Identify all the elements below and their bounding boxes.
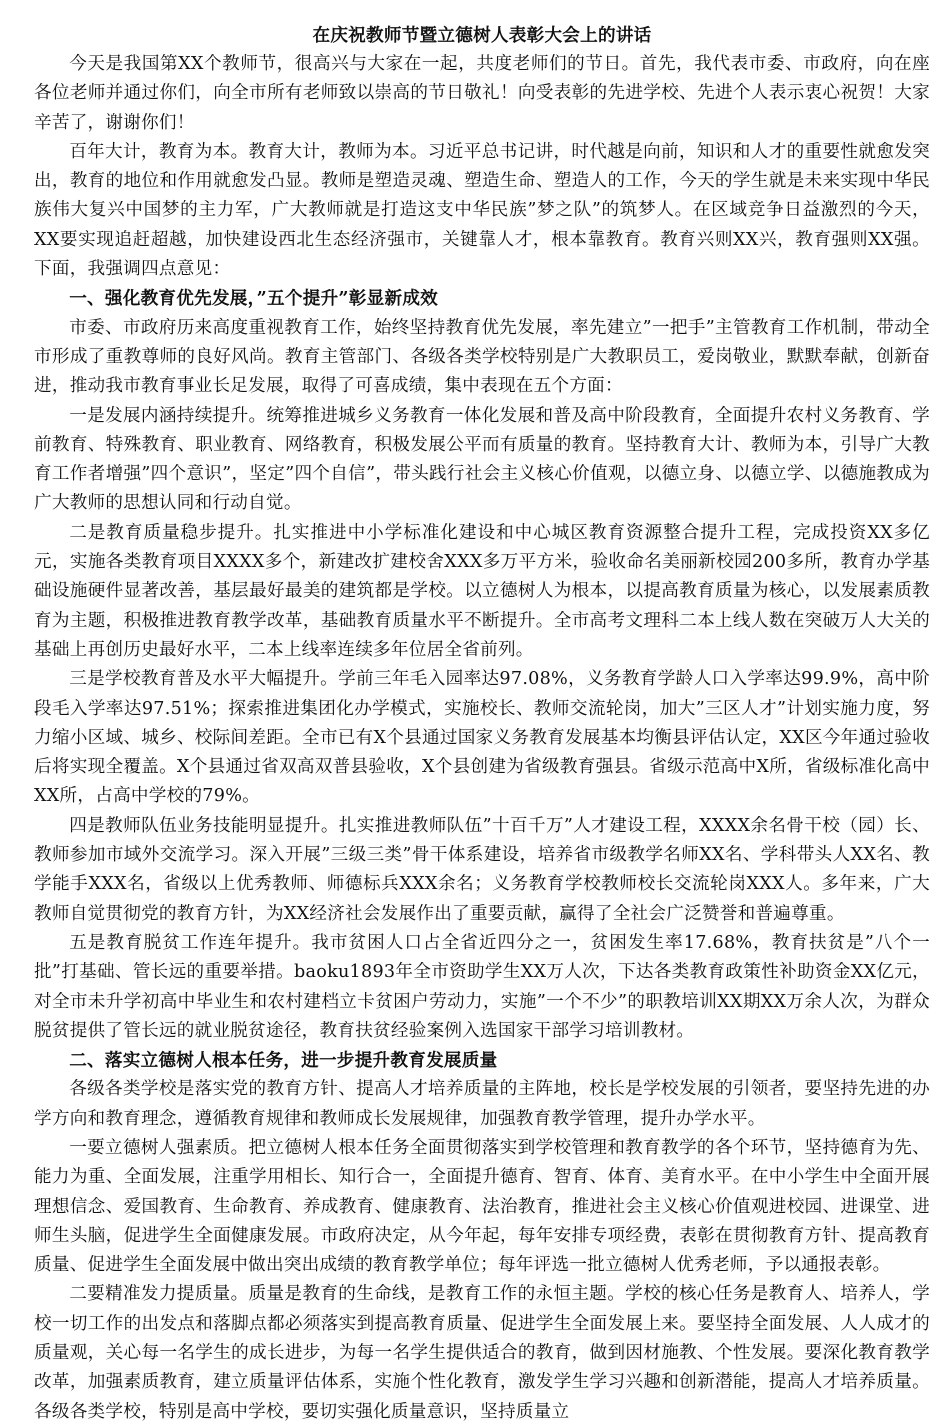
paragraph: 二是教育质量稳步提升。扎实推进中小学标准化建设和中心城区教育资源整合提升工程，完成投资XX多亿元，实施各类教育项目XXXX多个，新建改扩建校舍XXX多万平方米，验收命名美丽新校园200多所，教育办学基础设施硬件显著改善，基层最好最美的建筑都是学校。以立德树人为根本，以提高教育质量为核心，以发展素质教育为主题，积极推进教育教学改革，基础教育质量水平不断提升。全市高考文理科二本上线人数在突破万人大关的基础上再创历史最好水平，二本上线率连续多年位居全省前列。 <box>34 522 930 660</box>
paragraph: 今天是我国第XX个教师节，很高兴与大家在一起，共度老师们的节日。首先，我代表市委、市政府，向在座各位老师并通过你们，向全市所有老师致以崇高的节日敬礼！向受表彰的先进学校、先进个人表示衷心祝贺！大家辛苦了，谢谢你们！ <box>34 54 930 133</box>
paragraph: 各级各类学校是落实党的教育方针、提高人才培养质量的主阵地，校长是学校发展的引领者，要坚持先进的办学方向和教育理念，遵循教育规律和教师成长发展规律，加强教育教学管理，提升办学水平。 <box>34 1079 930 1129</box>
document-body <box>34 50 930 1427</box>
paragraph: 一要立德树人强素质。把立德树人根本任务全面贯彻落实到学校管理和教育教学的各个环节，坚持德育为先、能力为重、全面发展，注重学用相长、知行合一，全面提升德育、智育、体育、美育水平。在中小学生中全面开展理想信念、爱国教育、生命教育、养成教育、健康教育、法治教育，推进社会主义核心价值观进校园、进课堂、进师生头脑，促进学生全面健康发展。市政府决定，从今年起，每年安排专项经费，表彰在贯彻教育方针、提高教育质量、促进学生全面发展中做出突出成绩的教育教学单位；每年评选一批立德树人优秀老师，予以通报表彰。 <box>34 1137 930 1276</box>
paragraph: 二要精准发力提质量。质量是教育的生命线，是教育工作的永恒主题。学校的核心任务是教育人、培养人，学校一切工作的出发点和落脚点都必须落实到提高教育质量、促进学生全面发展上来。要坚持全面发展、人人成才的质量观，关心每一名学生的成长进步，为每一名学生提供适合的教育，做到因材施教、个性发展。要深化教育教学改革，加强素质教育，建立质量评估体系，实施个性化教育，激发学生学习兴趣和创新潜能，提高人才培养质量。各级各类学校，特别是高中学校，要切实强化质量意识，坚持质量立 <box>34 1284 930 1422</box>
document-title: 在庆祝教师节暨立德树人表彰大会上的讲话 <box>312 25 652 46</box>
paragraph: 百年大计，教育为本。教育大计，教师为本。习近平总书记讲，时代越是向前，知识和人才的重要性就愈发突出，教育的地位和作用就愈发凸显。教师是塑造灵魂、塑造生命、塑造人的工作，今天的学生就是未来实现中华民族伟大复兴中国梦的主力军，广大教师就是打造这支中华民族”梦之队”的筑梦人。在区域竞争日益激烈的今天，XX要实现追赶超越，加快建设西北生态经济强市，关键靠人才，根本靠教育。教育兴则XX兴，教育强则XX强。下面，我强调四点意见： <box>34 141 930 280</box>
document-page <box>34 22 930 1427</box>
paragraph: 市委、市政府历来高度重视教育工作，始终坚持教育优先发展，率先建立”一把手”主管教育工作机制，带动全市形成了重教尊师的良好风尚。教育主管部门、各级各类学校特别是广大教职员工，爱岗敬业，默默奉献，创新奋进，推动我市教育事业长足发展，取得了可喜成绩，集中表现在五个方面： <box>34 317 930 397</box>
paragraph: 一是发展内涵持续提升。统筹推进城乡义务教育一体化发展和普及高中阶段教育，全面提升农村义务教育、学前教育、特殊教育、职业教育、网络教育，积极发展公平而有质量的教育。坚持教育大计、教师为本，引导广大教育工作者增强”四个意识”，坚定”四个自信”，带头践行社会主义核心价值观，以德立身、以德立学、以德施教成为广大教师的思想认同和行动自觉。 <box>34 405 930 514</box>
section-heading: 二、落实立德树人根本任务，进一步提升教育发展质量 <box>69 1050 498 1072</box>
paragraph: 三是学校教育普及水平大幅提升。学前三年毛入园率达97.08%，义务教育学龄人口入学率达99.9%，高中阶段毛入学率达97.51%；探索推进集团化办学模式，实施校长、教师交流轮岗，加大”三区人才”计划实施力度，努力缩小区域、城乡、校际间差距。全市已有X个县通过国家义务教育发展基本均衡县评估认定，XX区今年通过验收后将实现全覆盖。X个县通过省双高双普县验收，X个县创建为省级教育强县。省级示范高中X所，省级标准化高中XX所，占高中学校的79%。 <box>34 669 930 807</box>
paragraph: 四是教师队伍业务技能明显提升。扎实推进教师队伍”十百千万”人才建设工程，XXXX余名骨干校（园）长、教师参加市域外交流学习。深入开展”三级三类”骨干体系建设，培养省市级教学名师XX名、学科带头人XX名、教学能手XXX名，省级以上优秀教师、师德标兵XXX余名；义务教育学校教师校长交流轮岗XXX人。多年来，广大教师自觉贯彻党的教育方针，为XX经济社会发展作出了重要贡献，赢得了全社会广泛赞誉和普遍尊重。 <box>34 815 930 924</box>
paragraph: 五是教育脱贫工作连年提升。我市贫困人口占全省近四分之一，贫困发生率17.68%，教育扶贫是”八个一批”打基础、管长远的重要举措。baoku1893年全市资助学生XX万人次，下达各类教育政策性补助资金XX亿元，对全市未升学初高中毕业生和农村建档立卡贫困户劳动力，实施”一个不少”的职教培训XX期XX万余人次，为群众脱贫提供了管长远的就业脱贫途径，教育扶贫经验案例入选国家干部学习培训教材。 <box>34 932 930 1041</box>
section-heading: 一、强化教育优先发展，”五个提升”彰显新成效 <box>69 288 439 310</box>
